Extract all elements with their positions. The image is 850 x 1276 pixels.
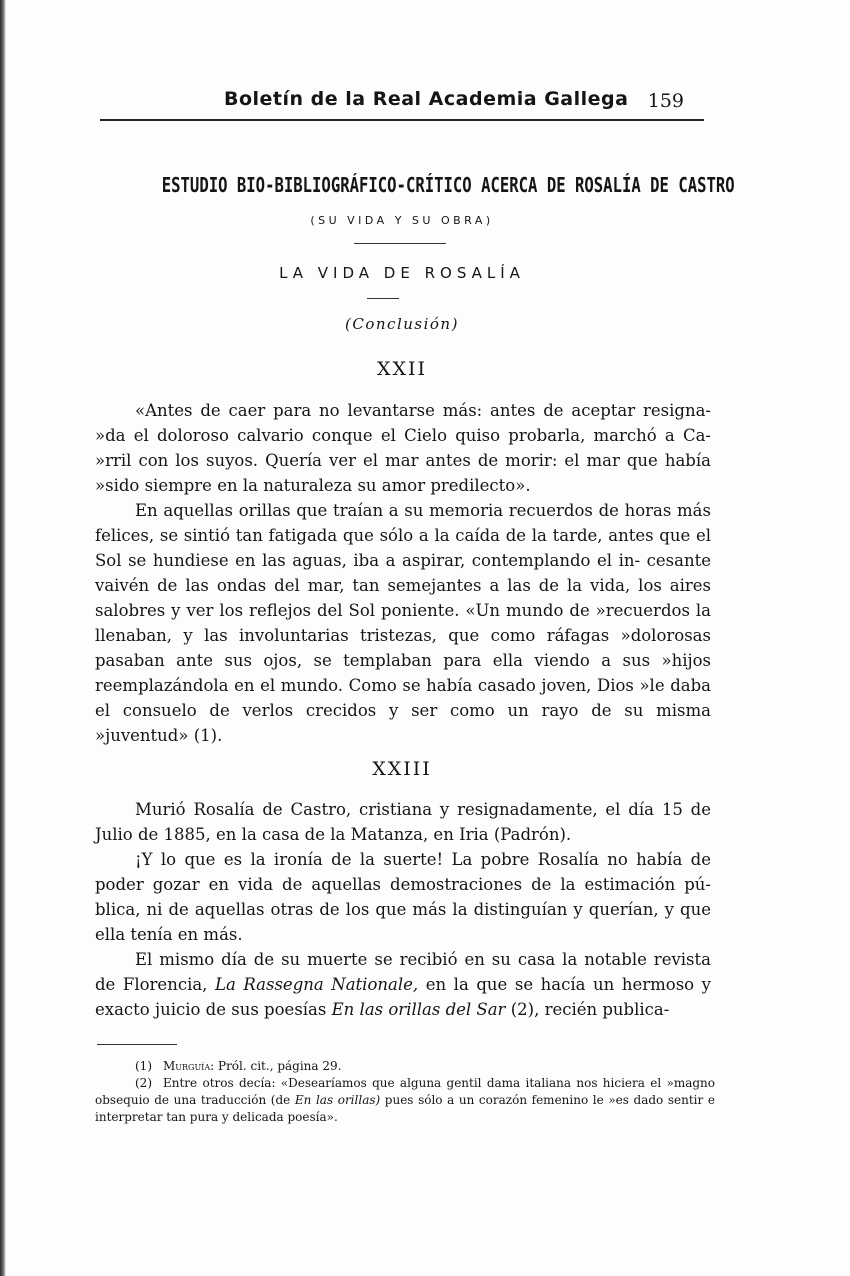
paragraph-text: en la que se hacía un hermoso y exacto juicio de sus poesías bbox=[95, 975, 711, 1019]
footnotes bbox=[95, 1058, 715, 1126]
footnote-text: Entre otros decía: «Desearíamos que alguna gentil dama italiana nos hiciera el »magno obsequio de una traducción (de bbox=[95, 1076, 715, 1107]
page-binding-edge bbox=[0, 0, 6, 1276]
page-number: 159 bbox=[647, 90, 684, 112]
paragraph: «Antes de caer para no levantarse más: antes de aceptar resigna- »da el doloroso calvario conque el Cielo quiso probarla, marchó a Ca- »rril con los suyos. Quería ver el mar antes de morir: el mar que había »sido siempre en la naturaleza su amor predilecto». bbox=[95, 401, 711, 495]
book-title: En las orillas del Sar bbox=[331, 1000, 506, 1019]
paragraph: ¡Y lo que es la ironía de la suerte! La pobre Rosalía no había de poder gozar en vida de aquellas demostraciones de la estimación pú- blica, ni de aquellas otras de los que más la distinguían y querían, y que ella tenía en más. bbox=[95, 850, 711, 944]
conclusion-label: (Conclusión) bbox=[345, 315, 459, 333]
footnote-number: (1) bbox=[135, 1059, 152, 1073]
footnote-rule bbox=[97, 1044, 177, 1045]
title-divider bbox=[354, 243, 446, 244]
article-subtitle: (SU VIDA Y SU OBRA) bbox=[310, 214, 494, 227]
paragraph: En aquellas orillas que traían a su memoria recuerdos de horas más felices, se sintió tan fatigada que sólo a la caída de la tarde, antes que el Sol se hundiese en las aguas, iba a aspirar, contemplando el in- cesante vaivén de las ondas del mar, tan semejantes a las de la vida, los aires salobres y ver los reflejos del Sol poniente. «Un mundo de »recuerdos la llenaban, y las involuntarias tristezas, que como ráfagas »dolorosas pasaban ante sus ojos, se templaban para ella viendo a sus »hijos reemplazándola en el mundo. Como se había casado joven, Dios »le daba el consuelo de verlos crecidos y ser como un rayo de su misma »juventud» (1). bbox=[95, 501, 711, 745]
article-title: ESTUDIO BIO-BIBLIOGRÁFICO-CRÍTICO ACERCA DE ROSALÍA DE CASTRO bbox=[161, 173, 735, 197]
footnote-text: Pról. cit., página 29. bbox=[218, 1059, 342, 1073]
footnote-1 bbox=[95, 1058, 715, 1075]
paragraph: Murió Rosalía de Castro, cristiana y resignadamente, el día 15 de Julio de 1885, en la casa de la Matanza, en Iria (Padrón). bbox=[95, 800, 711, 844]
part-title: LA VIDA DE ROSALÍA bbox=[279, 264, 525, 282]
paragraph-text: El mismo día de su muerte se recibió en su casa la notable revista de Florencia, bbox=[95, 950, 711, 994]
section-numeral-xxii: XXII bbox=[376, 358, 428, 380]
section-xxii-text bbox=[95, 398, 711, 748]
section-numeral-xxiii: XXIII bbox=[372, 758, 432, 780]
part-divider bbox=[367, 298, 399, 299]
footnote-author: Murguía: bbox=[163, 1059, 215, 1073]
running-title: Boletín de la Real Academia Gallega bbox=[224, 88, 629, 110]
footnote-book-title: En las orillas) bbox=[294, 1093, 381, 1107]
footnote-number: (2) bbox=[135, 1076, 152, 1090]
running-header bbox=[100, 86, 704, 120]
section-xxiii-text bbox=[95, 797, 711, 1022]
header-rule bbox=[100, 119, 704, 121]
journal-title: La Rassegna Nationale, bbox=[215, 975, 419, 994]
paragraph bbox=[95, 947, 711, 1022]
footnote-text: pues sólo a un corazón femenino le »es dado sentir e interpretar tan pura y delicada poesía». bbox=[95, 1093, 715, 1124]
footnote-2 bbox=[95, 1075, 715, 1126]
paragraph-text: (2), recién publica- bbox=[510, 1000, 670, 1019]
